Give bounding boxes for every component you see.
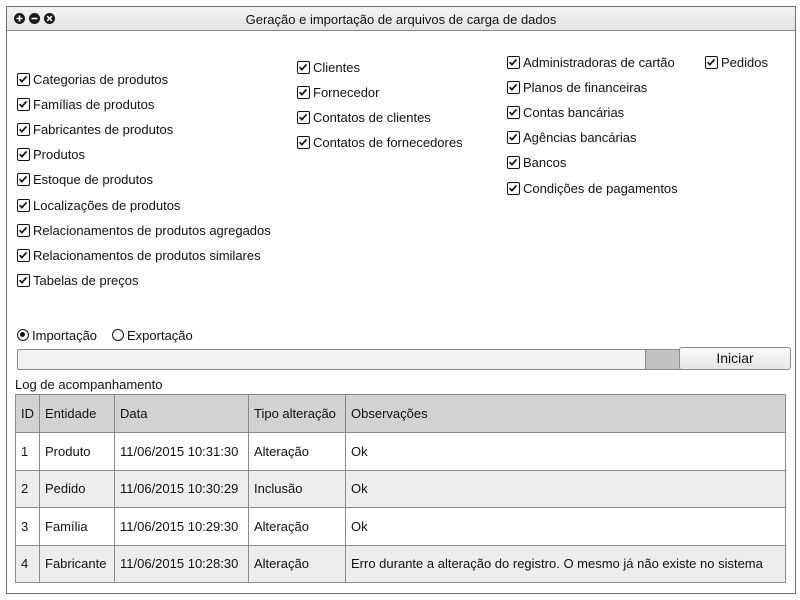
main-window: [6, 6, 796, 594]
checkbox-localizacoes-de-produtos[interactable]: [17, 197, 180, 213]
table-row[interactable]: [16, 470, 786, 508]
checkbox-label: Bancos: [523, 155, 567, 171]
start-button[interactable]: Iniciar: [679, 347, 791, 370]
checkbox-estoque-de-produtos[interactable]: [17, 172, 153, 188]
radio-selected-icon: [17, 329, 29, 341]
cell-id: 4: [16, 545, 40, 583]
checkbox-condicoes-de-pagamentos[interactable]: [507, 180, 678, 196]
cell-entidade: Pedido: [40, 470, 115, 508]
checkmark-icon: [17, 123, 30, 136]
cell-entidade: Fabricante: [40, 545, 115, 583]
cell-tipo: Alteração: [249, 508, 346, 546]
radio-unselected-icon: [112, 329, 124, 341]
checkmark-icon: [507, 131, 520, 144]
cell-id: 3: [16, 508, 40, 546]
radio-exportacao-label: Exportação: [127, 327, 193, 343]
cell-data: 11/06/2015 10:28:30: [115, 545, 249, 583]
checkmark-icon: [297, 61, 310, 74]
checkbox-agencias-bancarias[interactable]: [507, 130, 636, 146]
radio-importacao-label: Importação: [32, 327, 98, 343]
checkbox-label: Agências bancárias: [523, 130, 637, 146]
checkbox-label: Estoque de produtos: [33, 172, 153, 188]
window-title: Geração e importação de arquivos de carga de dados: [245, 12, 557, 27]
checkbox-categorias-de-produtos[interactable]: [17, 71, 168, 87]
checkbox-label: Contas bancárias: [523, 104, 625, 120]
checkmark-icon: [17, 274, 30, 287]
header-tipo-alteracao: Tipo alteração: [249, 395, 346, 433]
checkbox-label: Pedidos: [721, 54, 768, 70]
cell-observacoes: Ok: [346, 508, 786, 546]
checkbox-relacionamentos-de-produtos-agregados[interactable]: [17, 222, 271, 238]
log-table: [15, 394, 786, 583]
checkbox-produtos[interactable]: [17, 147, 85, 163]
checkmark-icon: [17, 98, 30, 111]
checkmark-icon: [17, 249, 30, 262]
checkbox-fabricantes-de-produtos[interactable]: [17, 121, 173, 137]
checkbox-label: Tabelas de preços: [33, 273, 139, 289]
checkbox-tabelas-de-precos[interactable]: [17, 273, 139, 289]
cell-observacoes: Ok: [346, 433, 786, 471]
checkbox-contas-bancarias[interactable]: [507, 104, 624, 120]
checkmark-icon: [507, 56, 520, 69]
log-table-header: [16, 395, 786, 433]
checkmark-icon: [507, 106, 520, 119]
checkmark-icon: [17, 199, 30, 212]
table-row[interactable]: [16, 508, 786, 546]
cell-observacoes: Ok: [346, 470, 786, 508]
cell-id: 2: [16, 470, 40, 508]
cell-tipo: Alteração: [249, 545, 346, 583]
checkbox-label: Planos de financeiras: [523, 79, 648, 95]
cell-entidade: Família: [40, 508, 115, 546]
table-row[interactable]: [16, 545, 786, 583]
checkbox-bancos[interactable]: [507, 155, 566, 171]
cell-tipo: Inclusão: [249, 470, 346, 508]
checkbox-label: Famílias de produtos: [33, 96, 155, 112]
checkmark-icon: [297, 111, 310, 124]
checkbox-label: Condições de pagamentos: [523, 180, 678, 196]
checkbox-label: Categorias de produtos: [33, 71, 169, 87]
checkmark-icon: [705, 56, 718, 69]
table-row[interactable]: [16, 433, 786, 471]
header-entidade: Entidade: [40, 395, 115, 433]
checkbox-label: Fornecedor: [313, 84, 380, 100]
checkmark-icon: [507, 81, 520, 94]
cell-tipo: Alteração: [249, 433, 346, 471]
progress-bar: [17, 349, 682, 370]
header-id: ID: [16, 395, 40, 433]
header-data: Data: [115, 395, 249, 433]
cell-observacoes: Erro durante a alteração do registro. O mesmo já não existe no sistema: [346, 545, 786, 583]
radio-importacao[interactable]: [17, 327, 97, 343]
checkbox-contatos-de-clientes[interactable]: [297, 109, 431, 125]
checkmark-icon: [17, 173, 30, 186]
checkbox-clientes[interactable]: [297, 59, 360, 75]
checkbox-pedidos[interactable]: [705, 54, 768, 70]
checkmark-icon: [17, 73, 30, 86]
checkmark-icon: [507, 182, 520, 195]
checkmark-icon: [17, 224, 30, 237]
header-observacoes: Observações: [346, 395, 786, 433]
checkbox-planos-de-financeiras[interactable]: [507, 79, 647, 95]
checkmark-icon: [507, 156, 520, 169]
radio-exportacao[interactable]: [112, 327, 193, 343]
cell-data: 11/06/2015 10:30:29: [115, 470, 249, 508]
checkbox-label: Fabricantes de produtos: [33, 121, 174, 137]
checkmark-icon: [297, 136, 310, 149]
checkbox-label: Contatos de fornecedores: [313, 135, 463, 151]
checkbox-label: Relacionamentos de produtos similares: [33, 247, 261, 263]
title-bar: [7, 7, 795, 31]
cell-id: 1: [16, 433, 40, 471]
log-title: Log de acompanhamento: [15, 377, 163, 392]
progress-bar-end: [645, 350, 681, 369]
checkbox-contatos-de-fornecedores[interactable]: [297, 135, 463, 151]
checkbox-label: Relacionamentos de produtos agregados: [33, 222, 271, 238]
cell-entidade: Produto: [40, 433, 115, 471]
checkbox-label: Clientes: [313, 59, 360, 75]
checkbox-label: Contatos de clientes: [313, 109, 431, 125]
cell-data: 11/06/2015 10:29:30: [115, 508, 249, 546]
checkbox-label: Produtos: [33, 147, 86, 163]
checkmark-icon: [17, 148, 30, 161]
checkmark-icon: [297, 86, 310, 99]
cell-data: 11/06/2015 10:31:30: [115, 433, 249, 471]
checkbox-familias-de-produtos[interactable]: [17, 96, 154, 112]
checkbox-administradoras-de-cartao[interactable]: [507, 54, 675, 70]
checkbox-fornecedor[interactable]: [297, 84, 379, 100]
checkbox-label: Administradoras de cartão: [523, 54, 675, 70]
checkbox-relacionamentos-de-produtos-similares[interactable]: [17, 247, 261, 263]
checkbox-label: Localizações de produtos: [33, 197, 181, 213]
